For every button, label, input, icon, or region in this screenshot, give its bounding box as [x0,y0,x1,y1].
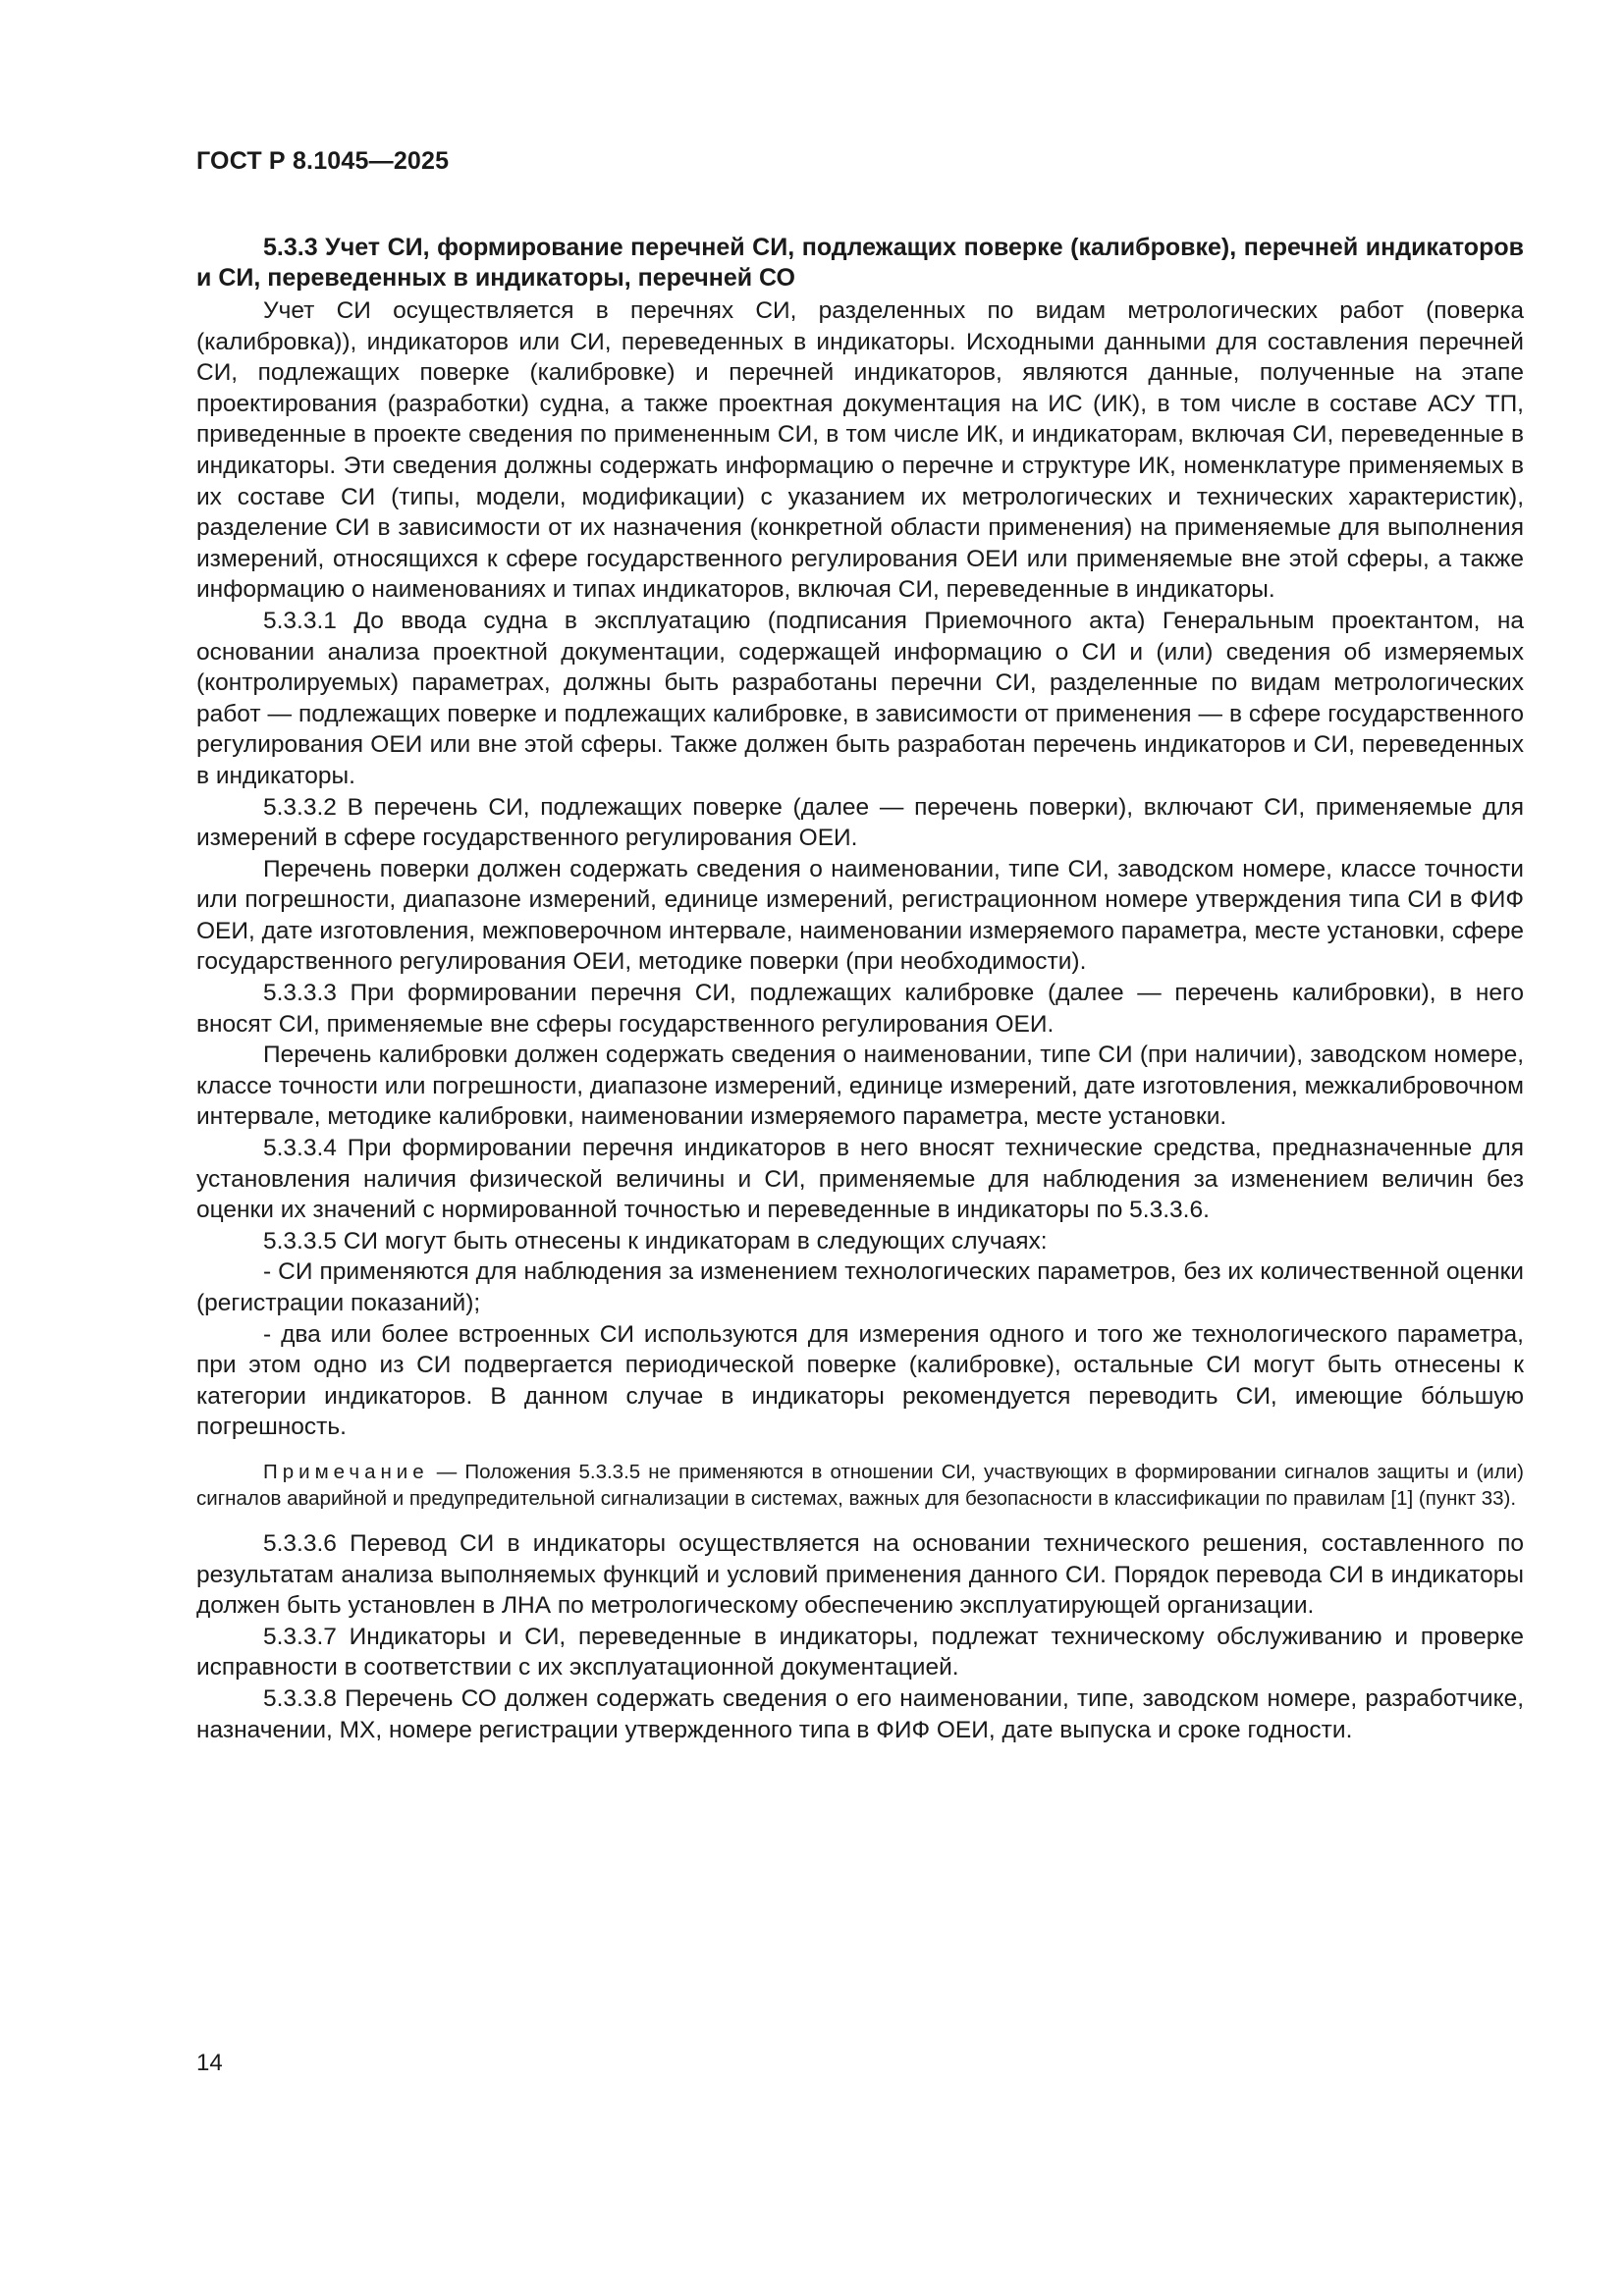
paragraph-5-3-3-4: 5.3.3.4 При формировании перечня индикаторов в него вносят технические средства, предназначенные для установления наличия физической величины и СИ, применяемые для наблюдения за изменением величин без оценки их значений с нормированной точностью и переведенные в индикаторы по 5.3.3.6. [196,1135,1524,1224]
page-number: 14 [196,2050,223,2076]
paragraph-5-3-3-3: 5.3.3.3 При формировании перечня СИ, подлежащих калибровке (далее — перечень калибровки), в него вносят СИ, применяемые вне сферы государственного регулирования ОЕИ. [196,980,1524,1038]
note-text: — Положения 5.3.3.5 не применяются в отношении СИ, участвующих в формировании сигналов защиты и (или) сигналов аварийной и предупредительной сигнализации в системах, важных для безопасности в классификации по правилам [1] (пункт 33). [196,1460,1524,1511]
list-item-1: - СИ применяются для наблюдения за изменением технологических параметров, без их количественной оценки (регистрации показаний); [196,1258,1524,1316]
section-title: 5.3.3 Учет СИ, формирование перечней СИ, подлежащих поверке (калибровке), перечней индикаторов и СИ, переведенных в индикаторы, перечней СО [196,234,1524,292]
paragraph-5-3-3-5: 5.3.3.5 СИ могут быть отнесены к индикаторам в следующих случаях: [263,1227,1048,1255]
list-item-2: - два или более встроенных СИ используются для измерения одного и того же технологического параметра, при этом одно из СИ подвергается периодической поверке (калибровке), остальные СИ могут быть отнесены к категории индикаторов. В данном случае в индикаторы рекомендуется переводить СИ, имеющие бо́льшую погрешность. [196,1320,1524,1441]
paragraph-5-3-3-2: 5.3.3.2 В перечень СИ, подлежащих поверке (далее — перечень поверки), включают СИ, применяемые для измерений в сфере государственного регулирования ОЕИ. [196,793,1524,852]
paragraph-5-3-3-6: 5.3.3.6 Перевод СИ в индикаторы осуществляется на основании технического решения, составленного по результатам анализа выполняемых функций и условий применения данного СИ. Порядок перевода СИ в индикаторы должен быть установлен в ЛНА по метрологическому обеспечению эксплуатирующей организации. [196,1529,1524,1620]
paragraph-5-3-3-8: 5.3.3.8 Перечень СО должен содержать сведения о его наименовании, типе, заводском номере, разработчике, назначении, МХ, номере регистрации утвержденного типа в ФИФ ОЕИ, дате выпуска и сроке годности. [196,1684,1524,1743]
paragraph-calibration-list: Перечень калибровки должен содержать сведения о наименовании, типе СИ (при наличии), заводском номере, классе точности или погрешности, диапазоне измерений, единице измерений, дате изготовления, межкалибровочном интервале, методике калибровки, наименовании измеряемого параметра, месте установки. [196,1041,1524,1131]
note-label: Примечание [263,1460,429,1483]
paragraph-intro: Учет СИ осуществляется в перечнях СИ, разделенных по видам метрологических работ (поверка (калибровка)), индикаторов или СИ, переведенных в индикаторы. Исходными данными для составления перечней СИ, подлежащих поверке (калибровке) и перечней индикаторов, являются данные, полученные на этапе проектирования (разработки) судна, а также проектная документация на ИС (ИК), в том числе в составе АСУ ТП, приведенные в проекте сведения по примененным СИ, в том числе ИК, и индикаторам, включая СИ, переведенные в индикаторы. Эти сведения должны содержать информацию о перечне и структуре ИК, номенклатуре применяемых в их составе СИ (типы, модели, модификации) с указанием их метрологических и технических характеристик), разделение СИ в зависимости от их назначения (конкретной области применения) на применяемые для выполнения измерений, относящихся к сфере государственного регулирования ОЕИ или применяемые вне этой сферы, а также информацию о наименованиях и типах индикаторов, включая СИ, переведенные в индикаторы. [196,297,1524,604]
note-block [196,1459,1524,1513]
document-code: ГОСТ Р 8.1045—2025 [196,147,450,175]
paragraph-5-3-3-1: 5.3.3.1 До ввода судна в эксплуатацию (подписания Приемочного акта) Генеральным проектантом, на основании анализа проектной документации, содержащей информацию о СИ и (или) сведения об измеряемых (контролируемых) параметрах, должны быть разработаны перечни СИ, разделенные по видам метрологических работ — подлежащих поверке и подлежащих калибровке, в зависимости от применения — в сфере государственного регулирования ОЕИ или вне этой сферы. Также должен быть разработан перечень индикаторов и СИ, переведенных в индикаторы. [196,607,1524,789]
paragraph-5-3-3-7: 5.3.3.7 Индикаторы и СИ, переведенные в индикаторы, подлежат техническому обслуживанию и проверке исправности в соответствии с их эксплуатационной документацией. [196,1623,1524,1682]
document-page [196,147,1524,1745]
paragraph-verification-list: Перечень поверки должен содержать сведения о наименовании, типе СИ, заводском номере, классе точности или погрешности, диапазоне измерений, единице измерений, регистрационном номере утверждения типа СИ в ФИФ ОЕИ, дате изготовления, межповерочном интервале, наименовании измеряемого параметра, месте установки, сфере государственного регулирования ОЕИ, методике поверки (при необходимости). [196,855,1524,976]
